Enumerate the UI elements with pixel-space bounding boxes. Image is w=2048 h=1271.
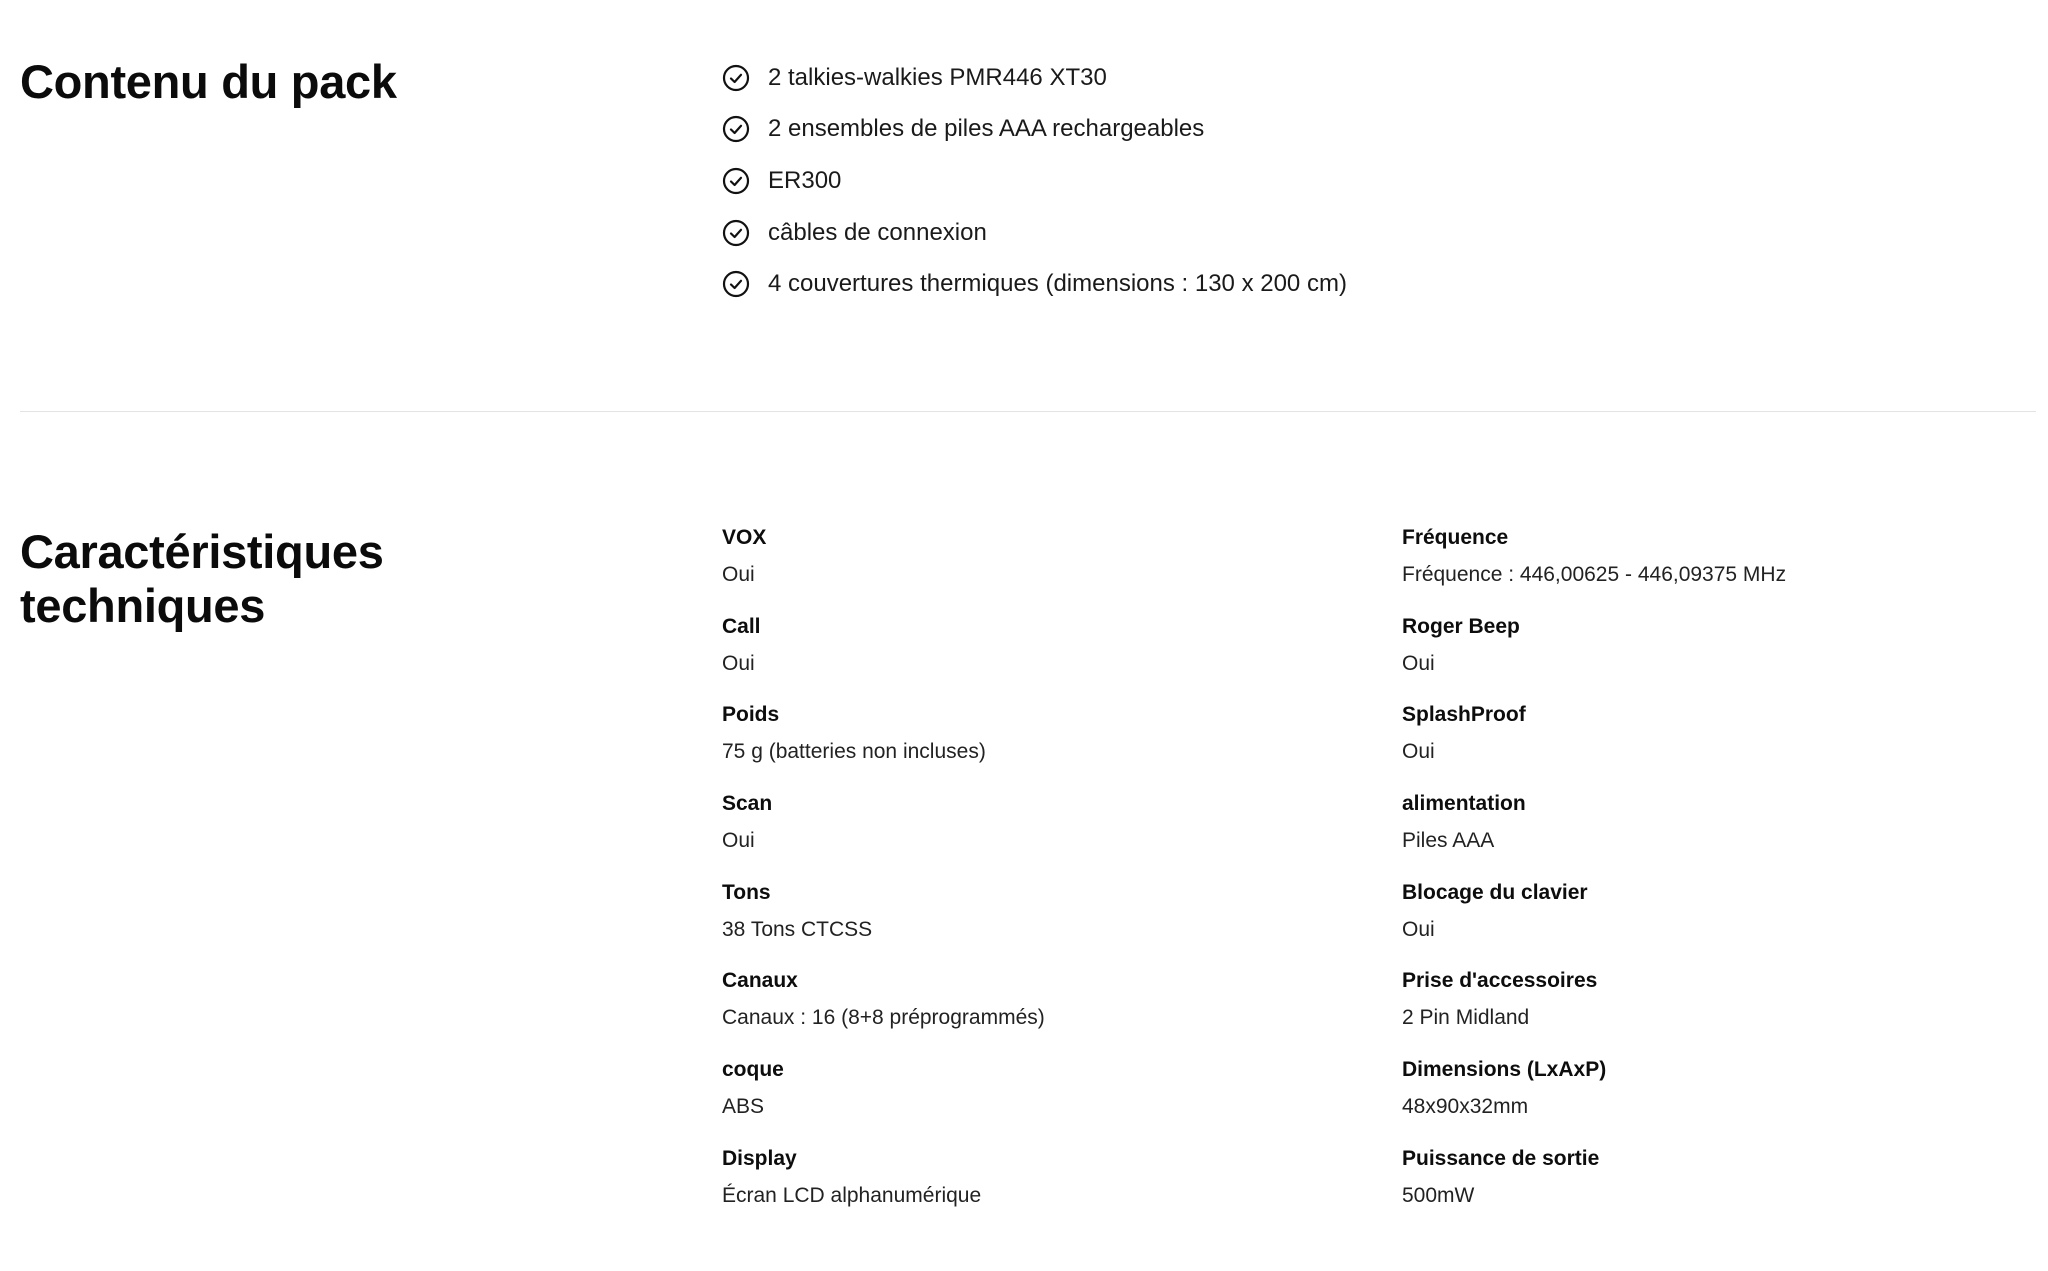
- pack-item-label: 4 couvertures thermiques (dimensions : 130 x 200 cm): [768, 270, 1347, 298]
- spec-value: Oui: [722, 829, 755, 853]
- spec-value: 38 Tons CTCSS: [722, 917, 873, 941]
- spec-item-roger-beep: [1402, 614, 2042, 703]
- spec-item-accessory-jack: [1402, 968, 2042, 1057]
- technical-specs-section: [20, 412, 2028, 1271]
- spec-value: Oui: [722, 651, 755, 675]
- pack-item: [722, 155, 1347, 207]
- technical-specs-title: Caractéristiques techniques: [20, 525, 384, 632]
- spec-value: Fréquence : 446,00625 - 446,09375 MHz: [1402, 563, 1787, 586]
- pack-item: [722, 52, 1347, 104]
- spec-label: Scan: [722, 792, 773, 816]
- spec-item-power-supply: [1402, 791, 2042, 880]
- spec-item-call: [722, 614, 1362, 703]
- specs-column-left: [722, 525, 1362, 1235]
- spec-label: Poids: [722, 703, 780, 727]
- spec-label: Prise d'accessoires: [1402, 969, 1598, 993]
- spec-label: SplashProof: [1402, 703, 1526, 727]
- spec-value: Écran LCD alphanumérique: [722, 1183, 982, 1207]
- spec-value: Oui: [1402, 740, 1435, 764]
- check-circle-icon: [722, 270, 750, 298]
- spec-item-display: [722, 1146, 1362, 1235]
- spec-value: Oui: [1402, 917, 1435, 941]
- check-circle-icon: [722, 219, 750, 247]
- spec-item-frequency: [1402, 525, 2042, 614]
- spec-label: Tons: [722, 880, 771, 904]
- spec-label: Roger Beep: [1402, 614, 1520, 638]
- spec-item-dimensions: [1402, 1057, 2042, 1146]
- spec-label: Dimensions (LxAxP): [1402, 1058, 1607, 1082]
- pack-item-label: ER300: [768, 166, 842, 194]
- spec-label: Call: [722, 614, 761, 638]
- spec-item-scan: [722, 791, 1362, 880]
- spec-value: 500mW: [1402, 1183, 1475, 1207]
- pack-contents-list: [722, 52, 1347, 310]
- spec-label: Puissance de sortie: [1402, 1146, 1600, 1170]
- spec-label: Fréquence: [1402, 526, 1509, 549]
- check-circle-icon: [722, 167, 750, 195]
- spec-item-weight: [722, 702, 1362, 791]
- spec-value: Piles AAA: [1402, 829, 1495, 853]
- pack-contents-section: [20, 0, 2028, 412]
- specs-column-right: [1402, 525, 2042, 1235]
- spec-label: Canaux: [722, 969, 798, 993]
- spec-value: 75 g (batteries non incluses): [722, 740, 986, 764]
- spec-value: ABS: [722, 1095, 765, 1119]
- spec-value: Oui: [1402, 651, 1435, 675]
- spec-value: 48x90x32mm: [1402, 1095, 1529, 1119]
- spec-label: alimentation: [1402, 792, 1526, 816]
- spec-label: Display: [722, 1146, 797, 1170]
- pack-contents-title: Contenu du pack: [20, 55, 397, 108]
- pack-item-label: 2 ensembles de piles AAA rechargeables: [768, 115, 1205, 143]
- spec-label: coque: [722, 1058, 784, 1082]
- spec-label: Blocage du clavier: [1402, 880, 1588, 904]
- spec-value: Oui: [722, 563, 755, 586]
- pack-item: [722, 207, 1347, 259]
- pack-item: [722, 104, 1347, 156]
- spec-item-vox: [722, 525, 1362, 614]
- spec-item-keypad-lock: [1402, 880, 2042, 969]
- pack-item-label: 2 talkies-walkies PMR446 XT30: [768, 63, 1107, 91]
- check-circle-icon: [722, 115, 750, 143]
- spec-value: Canaux : 16 (8+8 préprogrammés): [722, 1006, 1045, 1030]
- spec-label: VOX: [722, 526, 767, 549]
- spec-item-splashproof: [1402, 702, 2042, 791]
- pack-item: [722, 258, 1347, 310]
- pack-item-label: câbles de connexion: [768, 218, 987, 246]
- spec-item-shell: [722, 1057, 1362, 1146]
- check-circle-icon: [722, 64, 750, 92]
- spec-item-output-power: [1402, 1146, 2042, 1235]
- spec-item-tones: [722, 880, 1362, 969]
- spec-value: 2 Pin Midland: [1402, 1006, 1530, 1030]
- spec-item-channels: [722, 968, 1362, 1057]
